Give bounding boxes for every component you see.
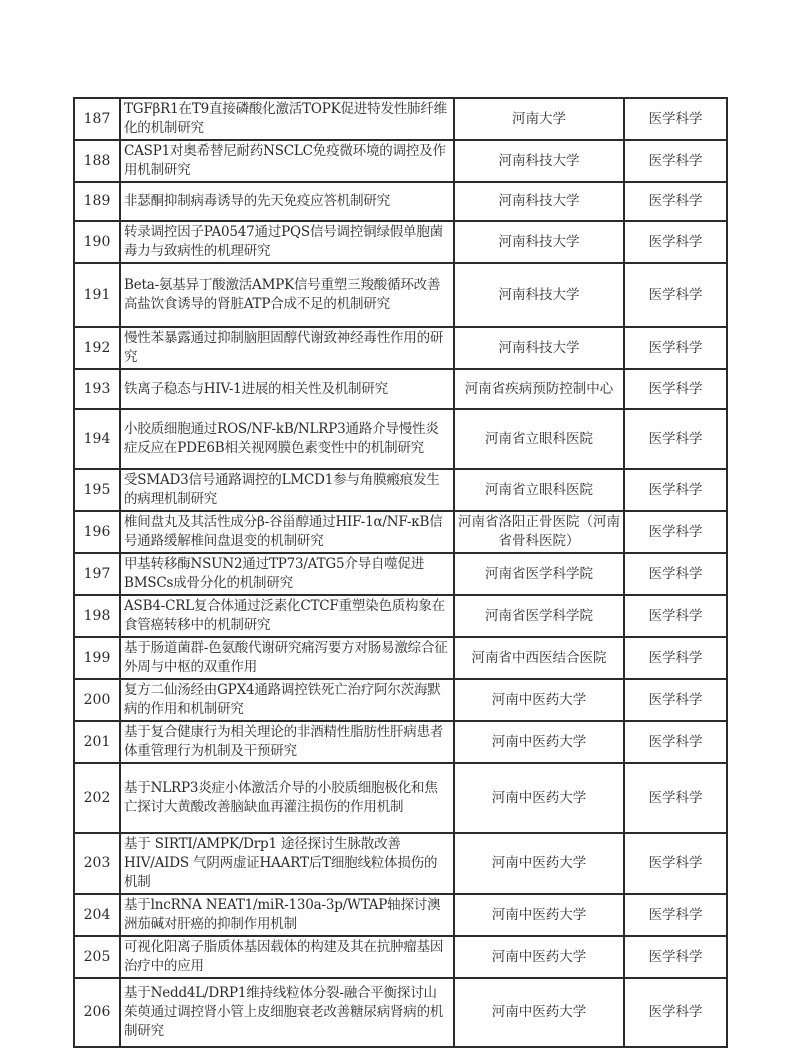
project-title: 小胶质细胞通过ROS/NF-kB/NLRP3通路介导慢性炎症反应在PDE6B相关视网膜色素变性中的机制研究 bbox=[120, 409, 454, 469]
project-title: 基于Nedd4L/DRP1维持线粒体分裂-融合平衡探讨山茱萸通过调控肾小管上皮细胞衰老改善糖尿病肾病的机制研究 bbox=[120, 978, 454, 1047]
table-row bbox=[74, 978, 727, 1047]
project-table bbox=[73, 97, 728, 1048]
category: 医学科学 bbox=[624, 140, 727, 182]
row-number: 201 bbox=[74, 721, 120, 763]
row-number: 197 bbox=[74, 553, 120, 595]
table-row bbox=[74, 327, 727, 369]
institution: 河南省中西医结合医院 bbox=[454, 637, 624, 679]
project-title: 基于lncRNA NEAT1/miR-130a-3p/WTAP轴探讨澳洲茄碱对肝癌的抑制作用机制 bbox=[120, 894, 454, 936]
project-title: TGFβR1在T9直接磷酸化激活TOPK促进特发性肺纤维化的机制研究 bbox=[120, 98, 454, 140]
category: 医学科学 bbox=[624, 369, 727, 409]
institution: 河南中医药大学 bbox=[454, 763, 624, 833]
table-row bbox=[74, 894, 727, 936]
row-number: 187 bbox=[74, 98, 120, 140]
category: 医学科学 bbox=[624, 553, 727, 595]
institution: 河南科技大学 bbox=[454, 327, 624, 369]
project-title: 铁离子稳态与HIV-1进展的相关性及机制研究 bbox=[120, 369, 454, 409]
table-row bbox=[74, 833, 727, 894]
category: 医学科学 bbox=[624, 721, 727, 763]
project-title: 甲基转移酶NSUN2通过TP73/ATG5介导自噬促进BMSCs成骨分化的机制研究 bbox=[120, 553, 454, 595]
row-number: 198 bbox=[74, 595, 120, 637]
table-row bbox=[74, 469, 727, 511]
category: 医学科学 bbox=[624, 637, 727, 679]
table-row bbox=[74, 140, 727, 182]
project-title: 转录调控因子PA0547通过PQS信号调控铜绿假单胞菌毒力与致病性的机理研究 bbox=[120, 221, 454, 263]
table-row bbox=[74, 369, 727, 409]
institution: 河南省疾病预防控制中心 bbox=[454, 369, 624, 409]
table-row bbox=[74, 221, 727, 263]
project-title: 基于复合健康行为相关理论的非酒精性脂肪性肝病患者体重管理行为机制及干预研究 bbox=[120, 721, 454, 763]
institution: 河南中医药大学 bbox=[454, 894, 624, 936]
institution: 河南省立眼科医院 bbox=[454, 469, 624, 511]
row-number: 193 bbox=[74, 369, 120, 409]
institution: 河南大学 bbox=[454, 98, 624, 140]
row-number: 202 bbox=[74, 763, 120, 833]
project-title: ASB4-CRL复合体通过泛素化CTCF重塑染色质构象在食管癌转移中的机制研究 bbox=[120, 595, 454, 637]
category: 医学科学 bbox=[624, 679, 727, 721]
project-title: 椎间盘丸及其活性成分β-谷甾醇通过HIF-1α/NF-κB信号通路缓解椎间盘退变的机制研究 bbox=[120, 511, 454, 553]
category: 医学科学 bbox=[624, 327, 727, 369]
category: 医学科学 bbox=[624, 511, 727, 553]
institution: 河南省医学科学院 bbox=[454, 553, 624, 595]
table-row bbox=[74, 637, 727, 679]
table-row bbox=[74, 595, 727, 637]
category: 医学科学 bbox=[624, 978, 727, 1047]
institution: 河南中医药大学 bbox=[454, 833, 624, 894]
category: 医学科学 bbox=[624, 263, 727, 327]
institution: 河南省洛阳正骨医院（河南省骨科医院） bbox=[454, 511, 624, 553]
institution: 河南中医药大学 bbox=[454, 721, 624, 763]
project-title: 慢性苯暴露通过抑制脑胆固醇代谢致神经毒性作用的研究 bbox=[120, 327, 454, 369]
table-row bbox=[74, 679, 727, 721]
project-title: 复方二仙汤经由GPX4通路调控铁死亡治疗阿尔茨海默病的作用和机制研究 bbox=[120, 679, 454, 721]
row-number: 199 bbox=[74, 637, 120, 679]
institution: 河南中医药大学 bbox=[454, 936, 624, 978]
institution: 河南省医学科学院 bbox=[454, 595, 624, 637]
table-row bbox=[74, 763, 727, 833]
row-number: 196 bbox=[74, 511, 120, 553]
table-row bbox=[74, 182, 727, 221]
project-title: CASP1对奥希替尼耐药NSCLC免疫微环境的调控及作用机制研究 bbox=[120, 140, 454, 182]
category: 医学科学 bbox=[624, 221, 727, 263]
row-number: 189 bbox=[74, 182, 120, 221]
project-title: 基于NLRP3炎症小体激活介导的小胶质细胞极化和焦亡探讨大黄酸改善脑缺血再灌注损伤的作用机制 bbox=[120, 763, 454, 833]
category: 医学科学 bbox=[624, 469, 727, 511]
project-title: 受SMAD3信号通路调控的LMCD1参与角膜瘢痕发生的病理机制研究 bbox=[120, 469, 454, 511]
table-row bbox=[74, 98, 727, 140]
row-number: 203 bbox=[74, 833, 120, 894]
category: 医学科学 bbox=[624, 98, 727, 140]
table-row bbox=[74, 409, 727, 469]
row-number: 190 bbox=[74, 221, 120, 263]
row-number: 206 bbox=[74, 978, 120, 1047]
table-row bbox=[74, 721, 727, 763]
table-row bbox=[74, 936, 727, 978]
project-title: 基于 SIRTI/AMPK/Drp1 途径探讨生脉散改善HIV/AIDS 气阴两虚证HAART后T细胞线粒体损伤的机制 bbox=[120, 833, 454, 894]
table-row bbox=[74, 553, 727, 595]
row-number: 191 bbox=[74, 263, 120, 327]
row-number: 200 bbox=[74, 679, 120, 721]
institution: 河南科技大学 bbox=[454, 263, 624, 327]
row-number: 192 bbox=[74, 327, 120, 369]
category: 医学科学 bbox=[624, 182, 727, 221]
category: 医学科学 bbox=[624, 595, 727, 637]
institution: 河南科技大学 bbox=[454, 221, 624, 263]
row-number: 205 bbox=[74, 936, 120, 978]
institution: 河南科技大学 bbox=[454, 140, 624, 182]
project-title: 非瑟酮抑制病毒诱导的先天免疫应答机制研究 bbox=[120, 182, 454, 221]
table-row bbox=[74, 263, 727, 327]
project-title: 基于肠道菌群-色氨酸代谢研究痛泻要方对肠易激综合征外周与中枢的双重作用 bbox=[120, 637, 454, 679]
category: 医学科学 bbox=[624, 936, 727, 978]
row-number: 195 bbox=[74, 469, 120, 511]
table-row bbox=[74, 511, 727, 553]
row-number: 204 bbox=[74, 894, 120, 936]
category: 医学科学 bbox=[624, 763, 727, 833]
row-number: 194 bbox=[74, 409, 120, 469]
institution: 河南科技大学 bbox=[454, 182, 624, 221]
project-title: Beta-氨基异丁酸激活AMPK信号重塑三羧酸循环改善高盐饮食诱导的肾脏ATP合成不足的机制研究 bbox=[120, 263, 454, 327]
category: 医学科学 bbox=[624, 894, 727, 936]
institution: 河南省立眼科医院 bbox=[454, 409, 624, 469]
category: 医学科学 bbox=[624, 833, 727, 894]
project-title: 可视化阳离子脂质体基因载体的构建及其在抗肿瘤基因治疗中的应用 bbox=[120, 936, 454, 978]
row-number: 188 bbox=[74, 140, 120, 182]
category: 医学科学 bbox=[624, 409, 727, 469]
institution: 河南中医药大学 bbox=[454, 679, 624, 721]
institution: 河南中医药大学 bbox=[454, 978, 624, 1047]
